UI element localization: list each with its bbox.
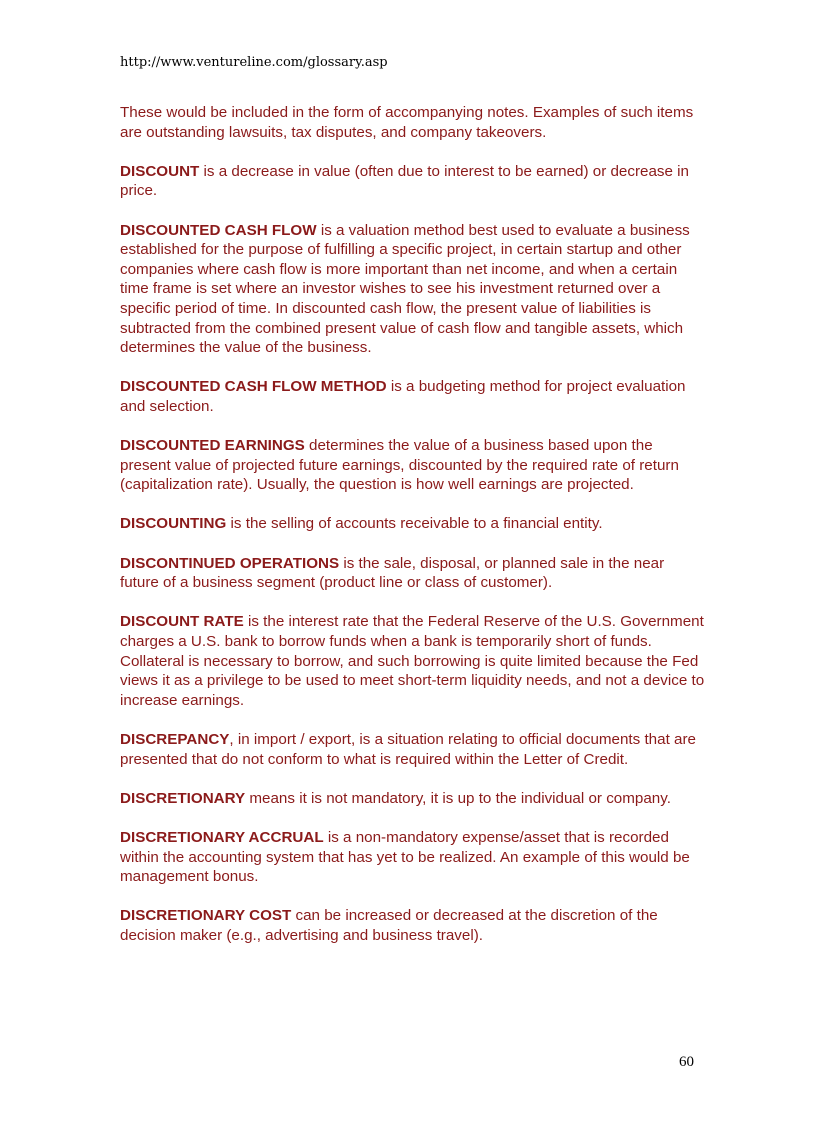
glossary-entry	[120, 221, 705, 358]
glossary-definition: determines the value of a business based upon the present value of projected future earnings, discounted by the required rate of return (capitalization rate). Usually, the question is how well earnings are projected.	[120, 437, 679, 494]
glossary-definition: is the selling of accounts receivable to a financial entity.	[226, 515, 603, 533]
glossary-term: DISCOUNT	[120, 162, 200, 180]
glossary-entry	[120, 554, 705, 593]
glossary-entry	[120, 377, 705, 416]
glossary-definition: is the sale, disposal, or planned sale in the near future of a business segment (product line or class of customer).	[120, 554, 665, 592]
glossary-term: DISCOUNTED EARNINGS	[120, 437, 305, 455]
intro-paragraph: These would be included in the form of accompanying notes. Examples of such items are outstanding lawsuits, tax disputes, and company takeovers.	[120, 104, 694, 141]
page-number: 60	[679, 1054, 694, 1070]
glossary-entry	[120, 612, 705, 710]
glossary-entry	[120, 789, 705, 809]
glossary-entry	[120, 730, 705, 769]
glossary-entry	[120, 436, 705, 495]
glossary-definition: is the interest rate that the Federal Reserve of the U.S. Government charges a U.S. bank to borrow funds when a bank is temporarily short of funds. Collateral is necessary to borrow, and such borrowing is quite limited because the Fed views it as a privilege to be used to meet short-term liquidity needs, and not a device to increase earnings.	[120, 613, 705, 709]
source-url: http://www.ventureline.com/glossary.asp	[120, 55, 388, 70]
glossary-term: DISCOUNTED CASH FLOW	[120, 221, 317, 239]
glossary-term: DISCRETIONARY ACCRUAL	[120, 828, 324, 846]
glossary-term: DISCOUNTED CASH FLOW METHOD	[120, 378, 387, 396]
glossary-definition: is a decrease in value (often due to interest to be earned) or decrease in price.	[120, 162, 689, 200]
glossary-term: DISCRETIONARY	[120, 789, 246, 807]
glossary-definition: is a valuation method best used to evaluate a business established for the purpose of fulfilling a specific project, in certain startup and other companies where cash flow is more important than net income, and when a certain time frame is set where an investor wishes to see his investment returned over a specific period of time. In discounted cash flow, the present value of liabilities is subtracted from the combined present value of cash flow and tangible assets, which determines the value of the business.	[120, 221, 690, 357]
glossary-term: DISCREPANCY	[120, 731, 230, 748]
glossary-entry	[120, 162, 705, 201]
glossary-definition: , in import / export, is a situation relating to official documents that are presented that do not conform to what is required within the Letter of Credit.	[120, 731, 696, 768]
glossary-definition: is a budgeting method for project evaluation and selection.	[120, 378, 686, 415]
glossary-definition: is a non-mandatory expense/asset that is recorded within the accounting system that has yet to be realized. An example of this would be management bonus.	[120, 828, 690, 886]
glossary-term: DISCONTINUED OPERATIONS	[120, 554, 340, 572]
glossary-definition: can be increased or decreased at the discretion of the decision maker (e.g., advertising and business travel).	[120, 907, 658, 944]
glossary-entry	[120, 906, 705, 945]
glossary-term: DISCRETIONARY COST	[120, 907, 292, 925]
glossary-definition: means it is not mandatory, it is up to the individual or company.	[245, 789, 671, 807]
glossary-entry	[120, 514, 705, 534]
glossary-entry	[120, 828, 705, 887]
glossary-term: DISCOUNTING	[120, 515, 227, 533]
glossary-content	[120, 103, 705, 965]
glossary-term: DISCOUNT RATE	[120, 613, 244, 631]
